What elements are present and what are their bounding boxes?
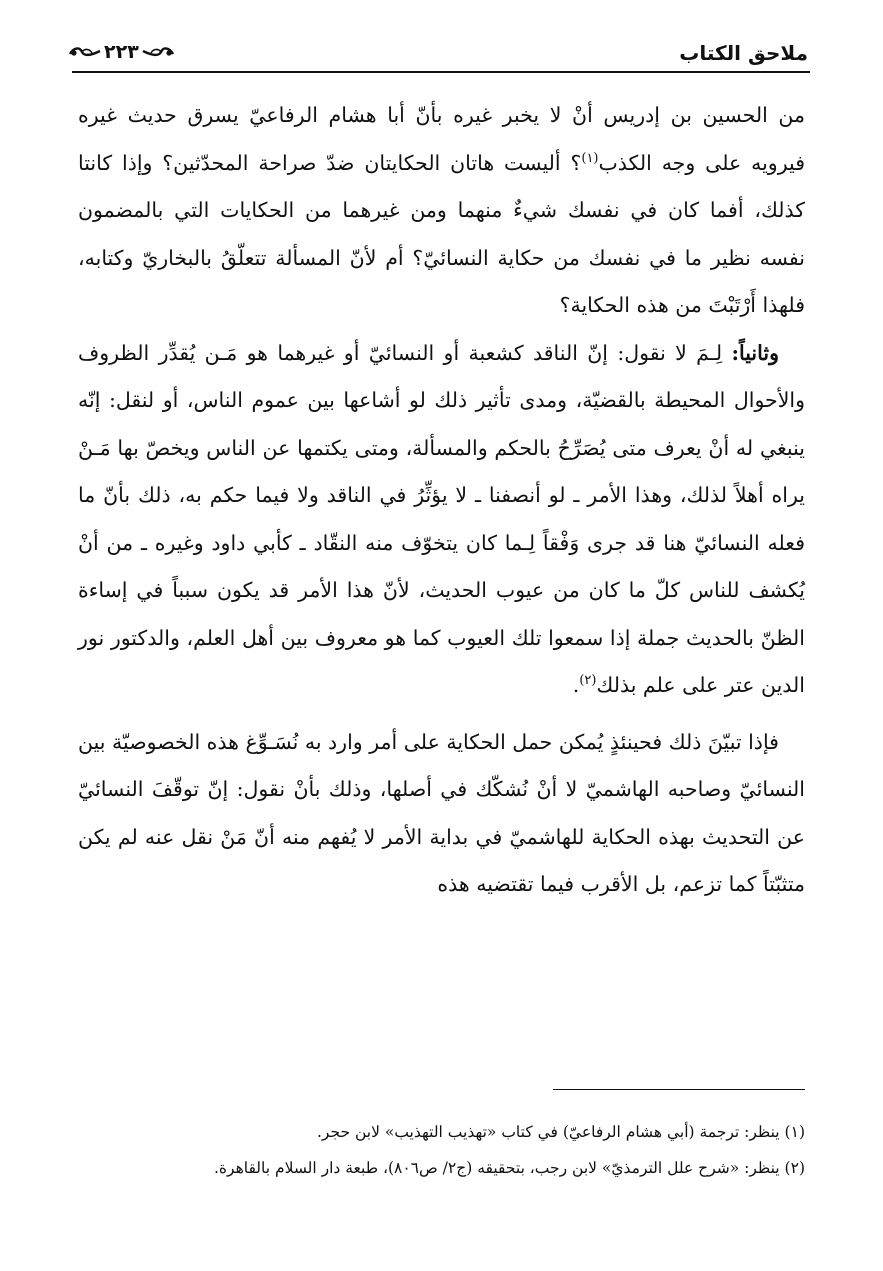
footnote-1: (١) ينظر: ترجمة (أبي هشام الرفاعيّ) في كتاب «تهذيب التهذيب» لابن حجر.	[316, 1123, 805, 1141]
paragraph-3-text: فإذا تبيّنَ ذلك فحينئذٍ يُمكن حمل الحكاية على أمر وارد به نُسَـوِّغ هذه الخصوصيّة بين النسائيّ وصاحبه الهاشميّ لا أنْ نُشكّك في أصلها، وذلك بأنْ نقول: إنّ توقّفَ النسائيّ عن التحديث بهذه الحكاية للهاشميّ في بداية الأمر لا يُفهم منه أنّ مَنْ نقل عنه لم يكن متثبّتاً كما تزعم، بل الأقرب فيما تقتضيه هذه	[78, 729, 805, 896]
running-title: ملاحق الكتاب	[679, 41, 808, 65]
page-number-block	[68, 36, 175, 68]
paragraph-3	[78, 719, 805, 909]
paragraph-2-text: لِـمَ لا نقول: إنّ الناقد كشعبة أو النسائيّ أو غيرهما هو مَـن يُقدِّر الظروف والأحوال المحيطة بالقضيّة، ومدى تأثير ذلك لو أشاعها بين عموم الناس، أو لنقل: إنّه ينبغي له أنْ يعرف متى يُصَرِّحُ بالحكم والمسألة، ومتى يكتمها عن الناس ويخصّ بها مَـنْ يراه أهلاً لذلك، وهذا الأمر ـ لو أنصفنا ـ لا يؤثِّرُ في الناقد ولا فيما حكم به، ذلك بأنّ ما فعله النسائيّ هنا قد جرى وَفْقاً لِـما كان يتخوّف منه النقّاد ـ كأبي داود وغيره ـ من أنْ يُكشف للناس كلّ ما كان من عيوب الحديث، لأنّ هذا الأمر قد يكون سبباً في إساءة الظنّ بالحديث جملة إذا سمعوا تلك العيوب كما هو معروف بين أهل العلم، والدكتور نور الدين عتر على علم بذلك	[78, 340, 805, 697]
paragraph-1	[78, 92, 805, 330]
page-number: ٢٢٣	[104, 41, 139, 63]
paragraph-2-lead: وثانياً:	[731, 340, 779, 365]
main-text	[78, 92, 805, 909]
paragraph-2	[78, 330, 805, 710]
footnotes	[70, 1114, 805, 1186]
header-rule	[72, 71, 810, 73]
footnote-ref-2: (٢)	[579, 673, 597, 689]
paragraph-1-text-a: من الحسين بن إدريس أنْ لا يخبر غيره بأنّ أبا هشام الرفاعيّ يسرق حديث غيره فيرويه على وجه الكذب	[78, 103, 805, 175]
paragraph-2-end: .	[572, 673, 580, 697]
footnote-separator	[553, 1089, 805, 1090]
footnote-2: (٢) ينظر: «شرح علل الترمذيّ» لابن رجب، بتحقيقه (ج٢/ ص٨٠٦)، طبعة دار السلام بالقاهرة.	[213, 1159, 805, 1177]
footnote-ref-1: (١)	[581, 150, 599, 166]
scroll-ornament-icon	[68, 45, 102, 59]
scroll-ornament-icon	[141, 45, 175, 59]
paragraph-1-text-b: ؟ أليست هاتان الحكايتان ضدّ صراحة المحدّثين؟ وإذا كانتا كذلك، أفما كان في نفسك شيءٌ منهما ومن غيرهما من الحكايات التي بالمضمون نفسه نظير ما في نفسك من حكاية النسائيّ؟ أم لأنّ المسألة تتعلّقُ بالبخاريّ وكتابه، فلهذا أَرْتَبْتَ من هذه الحكاية؟	[78, 150, 805, 317]
